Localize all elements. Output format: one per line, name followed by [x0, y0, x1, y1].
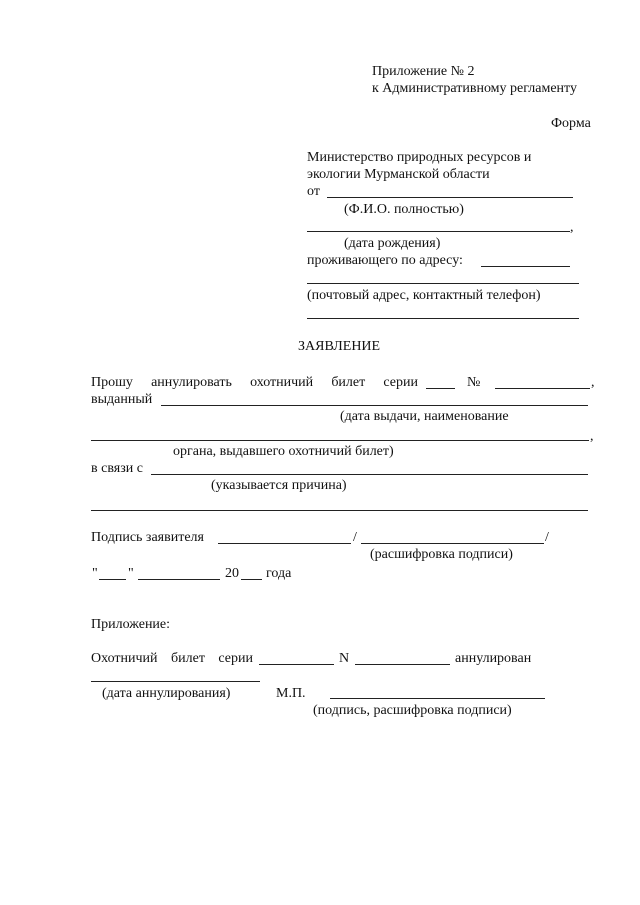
fio-caption: (Ф.И.О. полностью)	[344, 202, 464, 217]
number-sign: №	[467, 375, 481, 390]
series-field-line	[426, 388, 455, 389]
request-word-5: серии	[383, 375, 419, 390]
reason-field-line-2	[91, 510, 588, 511]
issued-field-line	[161, 405, 588, 406]
fio-comma: ,	[570, 220, 574, 235]
issuing-organ-caption: органа, выдавшего охотничий билет)	[173, 444, 394, 459]
issuer-field-line	[91, 440, 589, 441]
postal-address-caption: (почтовый адрес, контактный телефон)	[307, 288, 541, 303]
reason-caption: (указывается причина)	[211, 478, 347, 493]
from-label: от	[307, 184, 320, 199]
ministry-name-line2: экологии Мурманской области	[307, 167, 490, 182]
fio-field-line	[327, 197, 573, 198]
reason-label: в связи с	[91, 461, 143, 476]
form-label: Форма	[551, 116, 591, 131]
signature-slash-close: /	[545, 530, 549, 545]
signature-decoding-field-line	[361, 543, 544, 544]
document-title: ЗАЯВЛЕНИЕ	[298, 339, 381, 354]
fio-field-line-2	[307, 231, 570, 232]
official-signature-caption: (подпись, расшифровка подписи)	[313, 703, 512, 718]
request-word-2: аннулировать	[151, 375, 232, 390]
issue-date-caption: (дата выдачи, наименование	[340, 409, 509, 424]
date-quote-close: "	[128, 566, 134, 581]
residing-label: проживающего по адресу:	[307, 253, 463, 268]
appendix-number: Приложение № 2	[372, 64, 475, 79]
year-suffix: года	[266, 566, 292, 581]
ticket-word-1: Охотничий	[91, 651, 158, 666]
cancelled-label: аннулирован	[455, 651, 532, 666]
signature-label: Подпись заявителя	[91, 530, 204, 545]
reason-field-line	[151, 474, 588, 475]
attachment-label: Приложение:	[91, 617, 171, 632]
regulation-reference: к Административному регламенту	[372, 81, 577, 96]
contact-field-line	[307, 318, 579, 319]
ticket-word-2: билет	[171, 651, 205, 666]
signature-decoding-caption: (расшифровка подписи)	[370, 547, 513, 562]
address-field-line	[481, 266, 570, 267]
year-field-line	[241, 579, 262, 580]
request-word-3: охотничий	[250, 375, 314, 390]
month-field-line	[138, 579, 220, 580]
cancellation-date-caption: (дата аннулирования)	[102, 686, 231, 701]
ticket-text	[91, 651, 253, 667]
request-word-1: Прошу	[91, 375, 133, 390]
ticket-number-field-line	[495, 388, 590, 389]
ticket-word-3: серии	[218, 651, 253, 666]
issued-label: выданный	[91, 392, 153, 407]
address-field-line-2	[307, 283, 579, 284]
signature-slash-open: /	[353, 530, 357, 545]
date-quote-open: "	[92, 566, 98, 581]
ticket-series-field-line	[259, 664, 334, 665]
day-field-line	[99, 579, 126, 580]
request-word-4: билет	[331, 375, 366, 390]
issuer-comma: ,	[590, 429, 594, 444]
stamp-place-label: М.П.	[276, 686, 306, 701]
year-prefix: 20	[225, 566, 239, 581]
ministry-name-line1: Министерство природных ресурсов и	[307, 150, 532, 165]
ticket-n-field-line	[355, 664, 450, 665]
official-signature-field-line	[330, 698, 545, 699]
cancellation-date-field-line	[91, 681, 260, 682]
request-text	[91, 375, 418, 391]
signature-field-line	[218, 543, 351, 544]
n-label: N	[339, 651, 350, 666]
birth-date-caption: (дата рождения)	[344, 236, 441, 251]
request-comma: ,	[591, 375, 595, 390]
